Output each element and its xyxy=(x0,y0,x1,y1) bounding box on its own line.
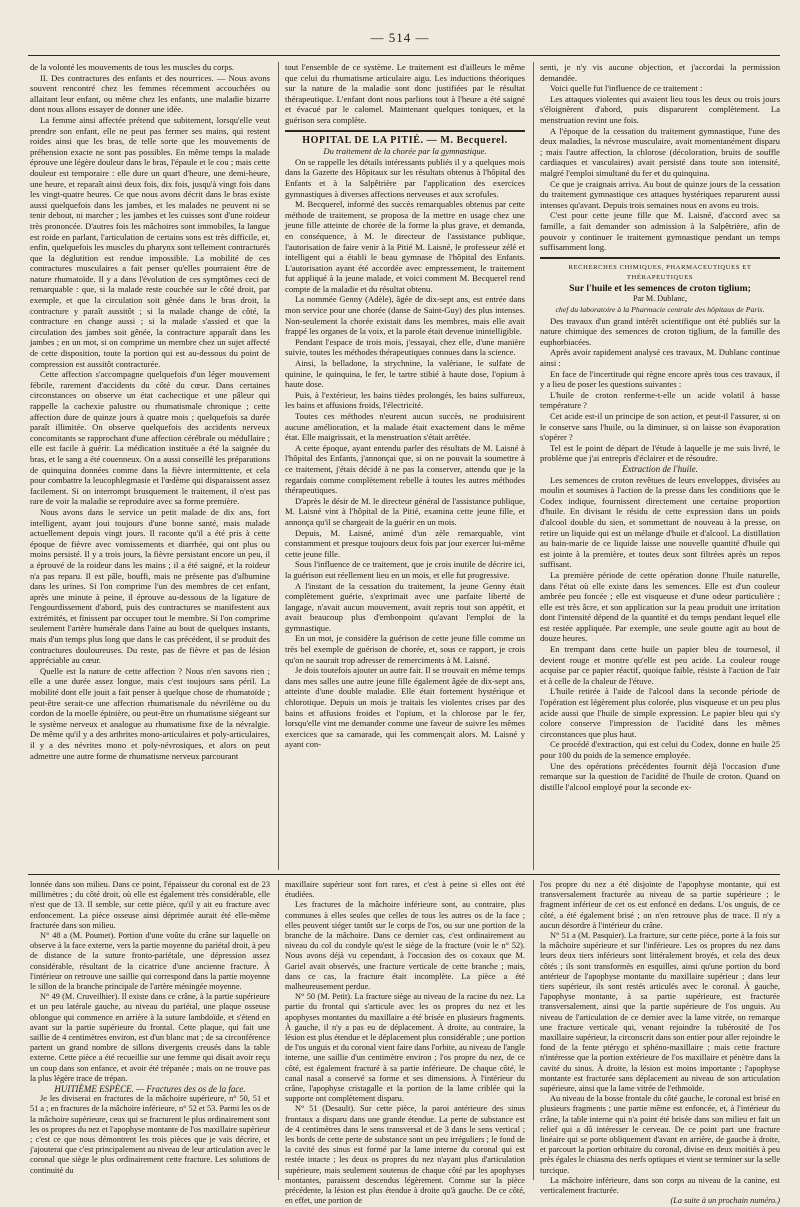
paragraph: Ce que je craignais arriva. Au bout de quinze jours de la cessation du traitement gymnastique ces attaques hystériques reparurent aussi intenses qu'avant. Depuis trois semaines nous en avons eu trois. xyxy=(540,178,780,210)
subsection-title: HUITIÈME ESPÈCE. — Fractures des os de la face. xyxy=(54,1084,246,1095)
paragraph: On se rappelle les détails intéressants publiés il y a quelques mois dans la Gazette des Hôpitaux sur les résultats obtenus à l'hôpital des Enfants et à la Salpêtrière par l'application des exercices gymnastiques à diverses affections nerveuses et aux scrofules. xyxy=(285,156,525,199)
paragraph: En trempant dans cette huile un papier bleu de tournesol, il devient rouge et montre qu'elle est peu acide. La couleur rouge acquise par ce papier réactif, quoique faible, résiste à l'action de l'air et à celle de la chaleur de l'étuve. xyxy=(540,644,780,686)
paragraph: La première période de cette opération donne l'huile naturelle, dans l'état où elle existe dans les semences. Elle est d'un couleur ambrée peu foncée ; elle est visqueuse et d'une odeur particulière ; elle est très âcre, et son application sur la peau produit une irritation dont l'intensité dépend de la quantité et du temps pendant lequel elle est restée appliquée. Par exemple, une seule goutte agit au bout de douze heures. xyxy=(540,569,780,644)
paragraph: maxillaire supérieur sont fort rares, et c'est à peine si elles ont été étudiées. xyxy=(285,880,525,900)
paragraph: Nous avons dans le service un petit malade de dix ans, fort intelligent, ayant joui toujours d'une bonne santé, mais malade actuellement depuis vingt jours. Il raconte qu'il a été pris à cette époque de fièvre avec vomissements et diarrhée, qui ont plus ou moins persisté. Il y a trois jours, la fièvre persistant encore un peu, il a éprouvé de la roideur dans les mains ; il a été saigné, et la roideur n'a pas reparu. Il est pâle, bouffi, mais ne présente pas d'albumine dans les urines. Si l'on comprime l'un des membres de cet enfant, après une minute à peine, il éprouve au-dessous de la ligature de l'engourdissement d'abord, puis des contractures se manifestent aux extrémités, et finissent par occuper tout le membre. Si l'on comprime seulement l'artère humérale dans l'aine au bout de quelques instants, mais d'un temps plus long que dans le cas précédent, il se produit des contractures douloureuses. Du reste, pas de fièvre et pas de lésion appréciable au cœur. xyxy=(30,506,270,666)
continuation-note: (La suite à un prochain numéro.) xyxy=(670,1196,780,1206)
paragraph: A cette époque, ayant entendu parler des résultats de M. Laisné à l'hôpital des Enfants, j'annonçai que, si on ne pouvait la soumettre à ce traitement, j'étais décidé à ne pas la conserver, attendu que je la regardais comme complètement rebelle à toutes les autres méthodes thérapeutiques. xyxy=(285,442,525,496)
paragraph: Quelle est la nature de cette affection ? Nous n'en savons rien ; elle a une durée assez longue, mais c'est toujours sans péril. La mobilité dont elle jouit a fait penser à quelque chose de rhumatoïde ; peut-être serait-ce une affection rhumatismale du névrilème ou du cordon de la moelle épinière, ou peut-être un rhumatisme siégeant sur le système nerveux et analogue au rhumatisme fixe de la névralgie. De même qu'il y a des arthrites mono-articulaires et poly-articulaires, il y a des névrites mono et poly-névrosiques, et alors on peut admettre une autre forme de rhumatisme nerveux parcourant xyxy=(30,665,270,761)
bottom-column-3 xyxy=(540,880,780,1206)
column-divider xyxy=(533,880,534,1180)
paragraph: Les semences de croton revêtues de leurs enveloppes, divisées au moulin et soumises à l'action de la presse dans les conditions que le Codex indique, fournissent directement une certaine proportion d'huile. En divisant le résidu de cette expression dans un poids d'alcool double du sien, et sommettant de nouveau à la presse, on retire un liquide qui est un mélange d'huile et d'alcool. La distillation au bain-marie de ce liquide laisse une nouvelle quantité d'huile qui est jointe à la première, et toutes deux sont filtrées après un repos suffisant. xyxy=(540,474,780,570)
paragraph: lonnée dans son milieu. Dans ce point, l'épaisseur du coronal est de 23 millimètres ; du côté droit, où elle est également très considérable, elle n'est que de 13. Il semble, sur cette pièce, qu'il y ait eu fracture avec enfoncement. La pièce osseuse ainsi déprimée aurait été elle-même fracturée dans son milieu. xyxy=(30,880,270,930)
paragraph: Pendant l'espace de trois mois, j'essayai, chez elle, d'une manière suivie, toutes les méthodes thérapeutiques connues dans la science. xyxy=(285,336,525,358)
paragraph: A l'instant de la cessation du traitement, la jeune Genny était complètement guérie, s'exprimait avec une parfaite liberté de langage, n'avait aucun mouvement, avait repris tout son appétit, et avait beaucoup plus d'embonpoint qu'avant l'emploi de la gymnastique. xyxy=(285,580,525,633)
paragraph: Voici quelle fut l'influence de ce traitement : xyxy=(550,83,703,94)
paragraph: En face de l'incertitude qui règne encore après tous ces travaux, il y a lieu de poser les questions suivantes : xyxy=(540,368,780,390)
paragraph: Les fractures de la mâchoire inférieure sont, au contraire, plus communes à elles seules que celles de tous les autres os de la face ; elles peuvent siéger tantôt sur le corps de l'os, ou sur une portion de la branche de la mâchoire. Dans ce dernier cas, c'est ordinairement au niveau du col du condyle qu'est le siège de la fracture (voir le n° 52). Nous avons déjà vu cependant, à l'occasion des os coxaux que M. Gariel avait observés, une fracture verticale de cette branche ; mais, dans ce cas, la fracture était incomplète. La pièce a été malheureusement perdue. xyxy=(285,900,525,992)
column-divider xyxy=(278,880,279,1180)
paragraph: Ce procédé d'extraction, qui est celui du Codex, donne en huile 25 pour 100 du poids de la semence employée. xyxy=(540,739,780,760)
paragraph: L'huile de croton renferme-t-elle un acide volatil à basse température ? xyxy=(540,389,780,411)
section-subheading: Du traitement de la chorée par la gymnastique. xyxy=(323,146,487,157)
paragraph: Au niveau de la bosse frontale du côté gauche, le coronal est brisé en plusieurs fragments ; une partie même est enfoncée, et, à l'intérieur du crâne, la table interne qui n'a point été brisée dans son milieu et fait un relief qui a dû intéresser le cerveau. De ce point part une fracture linéaire qui se porte obliquement d'avant en arrière, de gauche à droite, et parcourt la portion orbitaire du coronal, divise en deux moitiés à peu près égales le chiasma des nerfs optiques et vient se terminer sur la selle turcique. xyxy=(540,1094,780,1175)
paragraph: N° 48 a (M. Poumet). Portion d'une voûte du crâne sur laquelle on observe à la face externe, vers la partie moyenne du pariétal droit, à peu de distance de la suture fronto-pariétale, une dépression assez considérable, résultant de la cicatrice d'une ancienne fracture. À l'intérieur on retrouve une saillie qui correspond dans la partie moyenne le sillon de la branche principale de l'artère méningée moyenne. xyxy=(30,931,270,992)
paragraph: La mâchoire inférieure, dans son corps au niveau de la canine, est verticalement fracturée. xyxy=(540,1175,780,1196)
paragraph: La femme ainsi affectée prétend que subitement, lorsqu'elle veut prendre son enfant, elle ne peut pas fermer ses mains, qui restent roides ainsi que les bras, de telle sorte que les mouvements de préhension exacte ne sont pas possibles. En même temps la malade éprouve une légère douleur dans le bras, l'épaule et le cou ; mais cette douleur est temporaire : elle dure un quart d'heure, une demi-heure, une heure, et reparaît ainsi deux fois, dix fois, jusqu'à vingt fois dans les vingt-quatre heures. Ce que nous avons décrit dans le bras existe aussi quelquefois dans les jambes, et les malades ne peuvent ni se tenir debout, ni marcher ; les jambes et les cuisses sont d'une roideur très prononcée. D'autres fois les mâchoires sont immobiles, la langue est roide en parlant, l'articulation de certains sons est très difficile, et, enfin, quelquefois les muscles du pharynx sont tellement contracturés que la déglutition est rendue impossible. La mobilité de ces contractures musculaires a fait penser qu'elles pourraient être de nature rhumatoïde. Il y a dans l'évolution de ces symptômes ceci de remarquable : que, si la malade reste couchée sur le côté droit, par exemple, et que la circulation soit gênée dans le bras droit, la contracture y paraît aussitôt ; si la malade change de côté, la contracture en change aussi ; si la malade s'assied et que la circulation des jambes soit gênée, la contracture apparaît dans les jambes ; en un mot, si on comprime un membre chez un sujet affecté de cette disposition, toute la portion qui est au-dessous du point de compression est aussitôt contracturée. xyxy=(30,114,270,369)
author-role: chef du laboratoire à la Pharmacie centrale des hôpitaux de Paris. xyxy=(555,305,765,315)
subsection-title: Extraction de l'huile. xyxy=(622,463,698,474)
top-rule xyxy=(28,55,780,56)
bottom-column-1 xyxy=(30,880,270,1180)
section-heading: HOPITAL DE LA PITIÉ. — M. Becquerel. xyxy=(302,134,508,146)
paragraph: Une des opérations précédentes fournit déjà l'occasion d'une remarque sur la question de l'acidité de l'huile de croton. Quand on distille l'alcool employé pour la seconde ex- xyxy=(540,760,780,792)
paragraph: A l'époque de la cessation du traitement gymnastique, l'une des deux maladies, la névrose musculaire, avait momentanément disparu ; mais l'autre affection, la chlorose (décoloration, bruits de souffle cardiaques et vasculaires) avait persisté dans toute son intensité, malgré l'emploi simultané du fer et du quinquina. xyxy=(540,125,780,178)
paragraph: de la volonté les mouvements de tous les muscles du corps. xyxy=(30,62,235,72)
paragraph: tout l'ensemble de ce système. Le traitement est d'ailleurs le même que celui du rhumatisme articulaire aigu. Les inductions théoriques sur la nature de la maladie sont donc justifiées par le résultat thérapeutique. L'enfant dont nous parlions tout à l'heure a été saigné et évacué par le calomel. Maintenant quelques toniques, et la guérison sera complète. xyxy=(285,62,525,125)
paragraph: N° 51 (Desault). Sur cette pièce, la paroi antérieure des sinus frontaux a disparu dans une grande étendue. La perte de substance est de 4 centimètres dans le sens transversal et de 3 dans le sens vertical ; les bords de cette perte de substance sont un peu irréguliers ; le fond de la cavité des sinus est formé par la lame interne du coronal qui est restée intacte ; les deux os propres du nez n'ayant plus d'articulation supérieure, mais seulement soutenus de chaque côté par les apophyses montantes, paraissent descendus légèrement. Comme sur la pièce précédente, la lésion est plus étendue à droite qu'à gauche. De ce côté, en effet, une portion de xyxy=(285,1104,525,1206)
paragraph: N° 51 a (M. Pasquier). La fracture, sur cette pièce, porte à la fois sur la mâchoire supérieure et sur l'inférieure. Les os propres du nez dans leurs deux tiers inférieurs sont littéralement broyés, et cela des deux côtés ; ils sont transformés en esquilles, ainsi qu'une portion du bord antérieur de l'apophyse montante du maxillaire supérieur ; dans leur tiers supérieur, ils sont restés articulés avec le coronal. À gauche, l'apophyse montante, à sa partie supérieure, est fracturée transversalement, ainsi que la partie supérieure de l'os unguis. Au niveau de l'articulation de ce dernier avec la lame vitrée, on remarque une fracture verticale qui, venant rejoindre la tubérosité de l'os maxillaire supérieur, la circonscrit dans son entier pour aller rejoindre le fond de la fente ptérygo et sphéno-maxillaire ; mais cette fracture n'intéresse que la portion extérieure de l'os maxillaire et pénètre dans la cavité du sinus. À droite, la lésion est moins importante ; l'apophyse montante est fracturée sans déplacement au niveau de son articulation supérieure, ainsi que la lame vitrée de l'ethmoïde. xyxy=(540,931,780,1094)
paragraph: La nommée Genny (Adèle), âgée de dix-sept ans, est entrée dans mon service pour une chorée (danse de Saint-Guy) des plus intenses. Non-seulement la chorée existait dans les membres, mais elle avait frappé les organes de la voix, et la parole était devenue inintelligible. xyxy=(285,294,525,337)
page-number: — 514 — xyxy=(370,30,430,45)
paragraph: Cette affection s'accompagne quelquefois d'un léger mouvement fébrile, rarement d'accidents du côté du cœur. Dans certaines circonstances on observe un état cachectique et une pâleur qui rappelle la cachexie palustre ou rhumatismale chronique ; cette affection dure de quinze jours à quatre mois ; quelquefois sa durée paraît illimitée. On observe quelquefois des accidents nerveux concomitants se rapprochant d'une affection cérébrale ou médullaire ; elle est facile à guérir. La médication instituée a été la saignée du bras, et le sang a été couenneux. On a aussi conseillé les préparations de quinquina données comme dans la fièvre intermittente, et cela pour combattre la leucophlegmasie et l'œdème qui disparaissent assez facilement. Si on interrompt brusquement le traitement, il n'est pas rare de voir la maladie se reproduire avec sa forme première. xyxy=(30,369,270,507)
feuilleton-rule xyxy=(28,874,780,875)
paragraph: senti, je n'y vis aucune objection, et j'accordai la permission demandée. xyxy=(540,62,780,83)
paragraph: Sous l'influence de ce traitement, que je crois inutile de décrire ici, la guérison eut réellement lieu en un mois, et elle fut progressive. xyxy=(285,559,525,580)
paragraph: N° 49 (M. Cruveilhier). Il existe dans ce crâne, à la partie supérieure et un peu latérale gauche, au niveau du pariétal, une plaque osseuse oblongue qui commence en arrière à la suture lambdoïde, et s'étend en avant sur la partie supérieure du frontal. Cette plaque, qui fait une saillie de 4 centimètres environ, est d'un blanc mat ; de sa circonférence partent un grand nombre de sillons divergents creusés dans la table externe. Cette pièce a été recueillie sur une femme qui disait avoir reçu un coup dans son enfance, et avoir été trépanée ; mais on ne trouve pas la plus légère trace de trépan. xyxy=(30,992,270,1083)
column-divider xyxy=(278,62,279,870)
paragraph: Puis, à l'extérieur, les bains tièdes prolongés, les bains sulfureux, les bains et affusions froids, l'électricité. xyxy=(285,389,525,411)
rubric: RECHERCHES CHIMIQUES, PHARMACEUTIQUES ET THÉRAPEUTIQUES xyxy=(568,263,752,282)
paragraph: L'huile retirée à l'aide de l'alcool dans la seconde période de l'opération est légèrement plus colorée, plus visqueuse et un peu plus acide aussi que l'huile de simple expression. Le papier bleu qui s'y colore conserve l'impression de l'acidité dans les mêmes circonstances que plus haut. xyxy=(540,686,780,739)
section-rule xyxy=(540,257,780,259)
paragraph: II. Des contractures des enfants et des nourrices. — Nous avons souvent rencontré chez les femmes récemment accouchées ou allaitant leur enfant, ou même chez les enfants, une maladie bizarre dont nous allons essayer de donner une idée. xyxy=(30,72,270,115)
paragraph: Depuis, M. Laisné, animé d'un zèle remarquable, vint constamment et presque toujours deux fois par jour exercer lui-même cette jeune fille. xyxy=(285,527,525,559)
paragraph: Ainsi, la belladone, la strychnine, la valériane, le sulfate de quinine, le quinquina, le fer, le tartre stibié à haute dose, l'opium à haute dose. xyxy=(285,358,525,390)
section-rule xyxy=(285,130,525,132)
paragraph: Je les diviserai en fractures de la mâchoire supérieure, n° 50, 51 et 51 a ; en fractures de la mâchoire inférieure, n° 52 et 53. Parmi les os de la mâchoire supérieure, ceux qui se fracturent le plus ordinairement sont les os propres du nez et l'apophyse montante de l'os maxillaire supérieur ; c'est ce que nous démontrent les trois pièces que je vais décrire, et j'ajouterai que c'est principalement au niveau de leur articulation avec le coronal que siège le plus ordinairement cette fracture. Les solutions de continuité du xyxy=(30,1094,270,1175)
paragraph: C'est pour cette jeune fille que M. Laisné, d'accord avec sa famille, a fait demander son admission à la Salpêtrière, afin de pouvoir y continuer le traitement gymnastique pendant un temps suffisamment long. xyxy=(540,210,780,253)
paragraph: N° 50 (M. Petit). La fracture siège au niveau de la racine du nez. La partie du frontal qui s'articule avec les os propres du nez et les apophyses montantes du maxillaire a été brisée en plusieurs fragments. À gauche, il n'y a pas eu de déplacement. À droite, au contraire, la lésion est plus étendue et le déplacement plus considérable ; une portion de l'os unguis et du coronal vient faire dans l'orbite, au niveau de l'angle interne, une saillie d'un centimètre environ ; l'os propre du nez, de ce côté, est également fracturé à sa partie inférieure. De chaque côté, le canal nasal a conservé sa forme et ses dimensions. À l'intérieur du crâne, l'apophyse cristagalle et la portion de la lame criblée qui la supporte ont complètement disparu. xyxy=(285,992,525,1104)
paragraph: Après avoir rapidement analysé ces travaux, M. Dublanc continue ainsi : xyxy=(540,347,780,369)
column-3 xyxy=(540,62,780,870)
article-title: Sur l'huile et les semences de croton tiglium; xyxy=(569,282,751,294)
paragraph: Des travaux d'un grand intérêt scientifique ont été publiés sur la nature chimique des semences de croton tiglium, de la famille des euphorbiacées. xyxy=(540,315,780,347)
column-1 xyxy=(30,62,270,870)
column-2 xyxy=(285,62,525,870)
paragraph: Toutes ces méthodes n'eurent aucun succès, ne produisirent aucune amélioration, et la malade était exactement dans le même état. Elle maigrissait, et la menstruation s'était arrêtée. xyxy=(285,411,525,443)
paragraph: Je dois toutefois ajouter un autre fait. Il se trouvait en même temps dans mes salles une autre jeune fille également âgée de dix-sept ans, atteinte d'une double maladie. Elle était fortement hystérique et chlorotique. Depuis un mois je traitais les violentes crises par des bains et affusions froides et l'opium, et la chlorose par le fer, lorsqu'elle vint me demander comme une faveur de suivre les mêmes exercices que sa camarade, qui les commençait alors. M. Laisné y ayant con- xyxy=(285,665,525,750)
paragraph: Tel est le point de départ de l'étude à laquelle je me suis livré, le problème que j'ai entrepris d'éclairer et de résoudre. xyxy=(540,442,780,464)
paragraph: l'os propre du nez a été disjointe de l'apophyse montante, qui est transversalement fracturée au niveau de sa partie supérieure ; le fragment inférieur de cet os est enfoncé en dedans. L'os unguis, de ce côté, a été également brisé ; on n'en retrouve plus de trace. Il n'y a aucun désordre à l'intérieur du crâne. xyxy=(540,880,780,930)
paragraph: En un mot, je considère la guérison de cette jeune fille comme un très bel exemple de guérison de chorée, et, sous ce rapport, je crois qu'on ne saurait trop adresser de remerciments à M. Laisné. xyxy=(285,633,525,665)
paragraph: D'après le désir de M. le directeur général de l'assistance publique, M. Laisné vint à l'hôpital de la Pitié, examina cette jeune fille, et annonça qu'il se chargeait de la guérir en un mois. xyxy=(285,495,525,527)
column-divider xyxy=(533,62,534,870)
paragraph: M. Becquerel, informé des succès remarquables obtenus par cette méthode de traitement, se proposa de la mettre en usage chez une jeune fille atteinte de chorée de la forme la plus grave, et demanda, en conséquence, à M. le directeur de l'assistance publique, l'autorisation de faire venir à la Pitié M. Laisné, le professeur zélé et intelligent qui a établi le beau gymnase de l'hôpital des Enfants. L'autorisation ayant été accordée avec empressement, le traitement fut appliqué à la jeune malade, et voici comment M. Becquerel rend compte de la maladie et du résultat obtenu. xyxy=(285,199,525,294)
paragraph: Cet acide est-il un principe de son action, et peut-il l'assurer, si on le conserve sans l'huile, ou la diminuer, si on laisse son évaporation s'opérer ? xyxy=(540,411,780,443)
author: Par M. Dublanc, xyxy=(632,294,688,304)
paragraph: Les attaques violentes qui avaient lieu tous les deux ou trois jours s'éloignèrent d'abord, puis disparurent complètement. La menstruation revint une fois. xyxy=(540,93,780,125)
bottom-column-2 xyxy=(285,880,525,1206)
